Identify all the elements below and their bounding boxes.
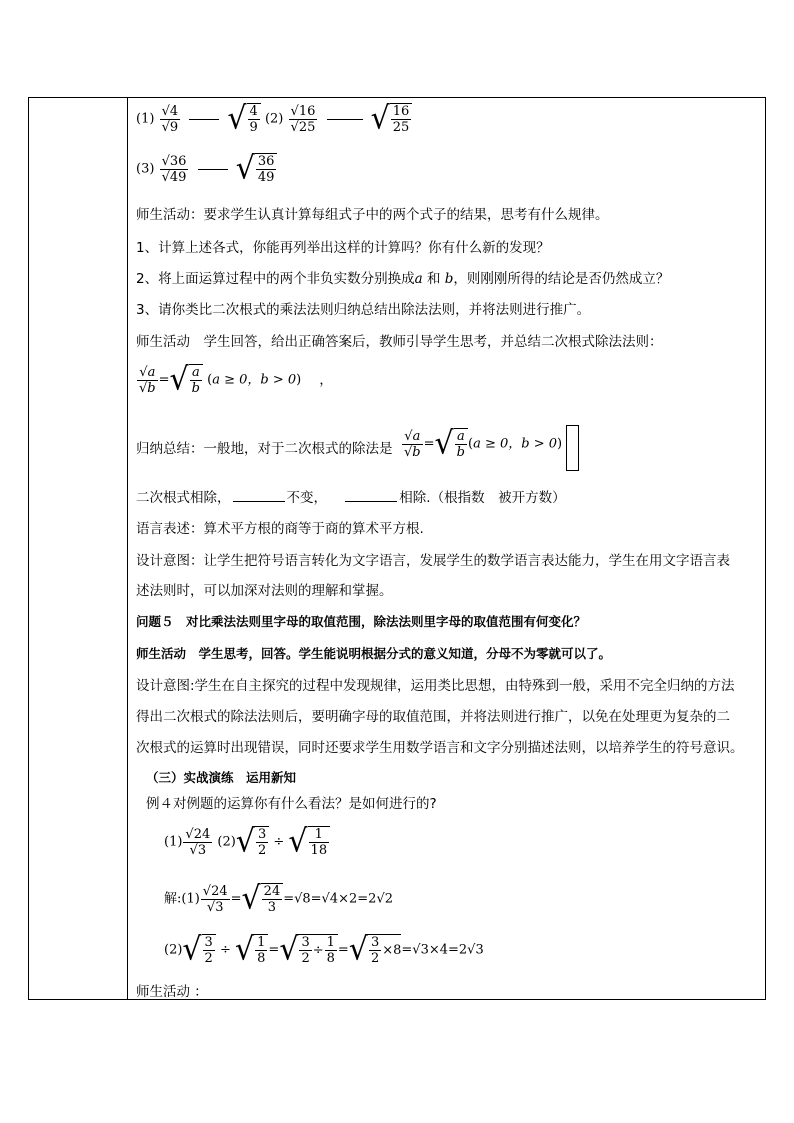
label-3: (3) [136, 161, 155, 177]
radical-4-over-9: √ $\frac{4}{9}$ [227, 103, 260, 135]
activity-2-text: 师生活动 学生回答，给出正确答案后，教师引导学生思考，并总结二次根式除法法则： [136, 334, 663, 350]
label-1: (1) [136, 111, 155, 127]
table-frame [28, 97, 766, 1000]
formula-row-3 [136, 150, 277, 187]
section-3-heading: （三）实战演练 运用新知 [146, 770, 297, 785]
fraction-sqrt4-sqrt9: $\frac{√4}{√9}$ [161, 103, 179, 135]
blank-dash [198, 169, 228, 170]
solution-2: (2) √ $\frac{3}{2}$ ÷ √ $\frac{1}{8}$ = √ $\frac{3}{2}$ ÷ $\frac{1}{8}$ = √ $\frac{3}{2}$ ×8 =√3×4=2√3 [164, 931, 484, 968]
radical-36-over-49: √ $\frac{36}{49}$ [236, 153, 278, 185]
division-rule-formula: $\frac{√a}{√b}$ = √ $\frac{a}{b}$ (a ≥ 0，b > 0) ， [139, 361, 333, 398]
design-intent-1-l1: 设计意图：让学生把符号语言转化为文字语言，发展学生的数学语言表达能力，学生在用文字语言表 [136, 553, 730, 569]
fill-in-text: 二次根式相除， 不变， 相除.（根指数 被开方数） [136, 490, 566, 506]
solution-1: 解:(1) $\frac{√24}{√3}$ = √ $\frac{24}{3}$ =√8=√4×2=2√2 [164, 880, 393, 917]
blank-line [345, 501, 397, 502]
question-1-text: 1、计算上述各式，你能再列举出这样的计算吗？你有什么新的发现？ [136, 240, 550, 256]
question-2-text: 2、将上面运算过程中的两个非负实数分别换成a 和 b，则刚刚所得的结论是否仍然成立？ [136, 271, 670, 287]
blank-dash [189, 119, 219, 120]
formula-row-1 [136, 100, 412, 137]
summary-formula: $\frac{√a}{√b}$ = √ $\frac{a}{b}$ (a ≥ 0，b > 0) [404, 425, 563, 462]
example-4-text: 例４对例题的运算你有什么看法？是如何进行的? [146, 796, 437, 812]
table-column-divider [127, 97, 128, 1000]
design-intent-2-l1: 设计意图:学生在自主探究的过程中发现规律，运用类比思想，由特殊到一般，采用不完全归纳的方法 [136, 678, 735, 694]
blank-dash [327, 119, 363, 120]
radical-16-over-25: √ $\frac{16}{25}$ [371, 103, 413, 135]
fraction-sqrt36-sqrt49: $\frac{√36}{√49}$ [161, 153, 187, 185]
blank-line [233, 501, 285, 502]
design-intent-2-l3: 次根式的运算时出现错误，同时还要求学生用数学语言和文字分别描述法则，以培养学生的符号意识。 [136, 740, 744, 756]
problem-5-text: 问题５ 对比乘法法则里字母的取值范围，除法法则里字母的取值范围有何变化？ [136, 614, 587, 629]
empty-box [566, 425, 579, 471]
design-intent-1-l2: 述法则时，可以加深对法则的理解和掌握。 [136, 583, 393, 599]
activity-4-text: 师生活动 ： [136, 984, 208, 1000]
label-2: (2) [264, 111, 284, 127]
language-text: 语言表述：算术平方根的商等于商的算术平方根. [136, 521, 424, 537]
design-intent-2-l2: 得出二次根式的除法法则后，要明确字母的取值范围，并将法则进行推广，以免在处理更为复杂的二 [136, 709, 730, 725]
example-expressions: (1) $\frac{√24}{√3}$ (2) √ $\frac{3}{2}$ ÷ √ $\frac{1}{18}$ [164, 826, 330, 858]
summary-text: 归纳总结：一般地，对于二次根式的除法是 [136, 441, 393, 457]
activity-3-text: 师生活动 学生思考，回答。学生能说明根据分式的意义知道，分母不为零就可以了。 [136, 646, 612, 661]
fraction-sqrt16-sqrt25: $\frac{√16}{√25}$ [290, 103, 316, 135]
question-3-text: 3、请你类比二次根式的乘法法则归纳总结出除法法则，并将法则进行推广。 [136, 302, 591, 318]
activity-1-text: 师生活动：要求学生认真计算每组式子中的两个式子的结果，思考有什么规律。 [136, 207, 609, 223]
